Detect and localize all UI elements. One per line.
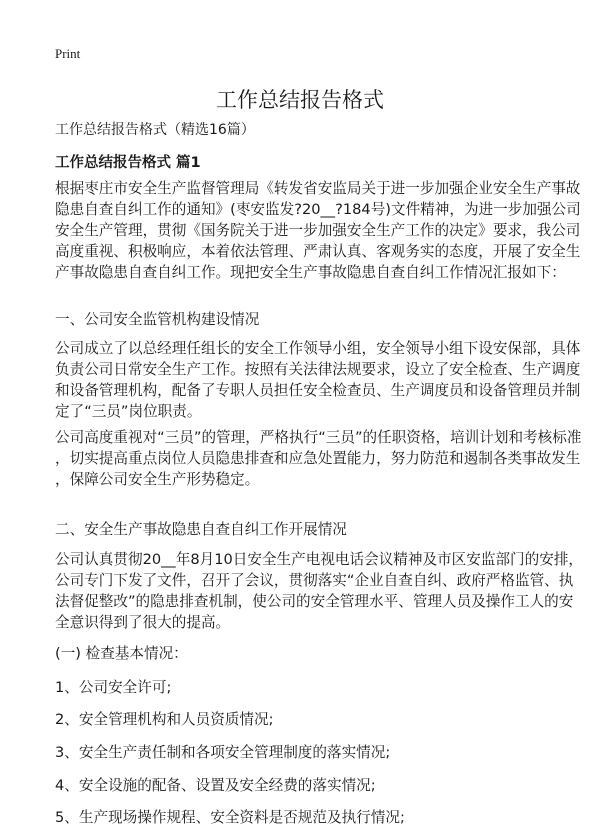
list-item: 1、公司安全许可; xyxy=(55,679,172,696)
paragraph-three-staff: 公司高度重视对“三员”的管理，严格执行“三员”的任职资格，培训计划和考核标准 ，切实提高重点岗位人员隐患排查和应急处置能力，努力防范和遏制各类事故发生 ，保障公司安全生产形势稳定。 xyxy=(55,429,582,488)
paragraph-organization: 公司成立了以总经理任组长的安全工作领导小组，安全领导小组下设安保部，具体 负责公司日常安全生产工作。按照有关法律法规要求，设立了安全检查、生产调度 和设备管理机构，配备了专职人员担任安全检查员、生产调度员和设备管理员并制 定了“三员”岗位职责。 xyxy=(55,340,581,420)
section-heading-2: 二、安全生产事故隐患自查自纠工作开展情况 xyxy=(55,521,347,538)
document-subtitle: 工作总结报告格式（精选16篇） xyxy=(55,122,255,138)
list-item: 3、安全生产责任制和各项安全管理制度的落实情况; xyxy=(55,744,391,761)
paragraph-implementation: 公司认真贯彻20__年8月10日安全生产电视电话会议精神及市区安监部门的安排， 公司专门下发了文件，召开了会议，贯彻落实“企业自查自纠、政府严格监管、执 法督促整改”的隐患排查机制，使公司的安全管理水平、管理人员及操作工人的安 全意识得到了很大的提高。 xyxy=(55,551,584,631)
article-heading: 工作总结报告格式 篇1 xyxy=(55,155,201,171)
subsection-heading: (一) 检查基本情况： xyxy=(55,645,188,662)
list-item: 2、安全管理机构和人员资质情况; xyxy=(55,711,274,728)
print-link[interactable]: Print xyxy=(55,46,81,61)
list-item: 5、生产现场操作规程、安全资料是否规范及执行情况; xyxy=(55,809,405,826)
list-item: 4、安全设施的配备、设置及安全经费的落实情况; xyxy=(55,777,376,794)
section-heading-1: 一、公司安全监管机构建设情况 xyxy=(55,311,260,328)
page-title: 工作总结报告格式 xyxy=(216,88,384,112)
paragraph-intro: 根据枣庄市安全生产监督管理局《转发省安监局关于进一步加强企业安全生产事故 隐患自查自纠工作的通知》(枣安监发?20__?184号)文件精神，为进一步加强公司 安全生产管理，贯彻《国务院关于进一步加强安全生产工作的决定》要求，我公司 高度重视、积极响应，本着依法管理、严肃认真、客观务实的态度，开展了安全生 产事故隐患自查自纠工作。现把安全生产事故隐患自查自纠工作情况汇报如下： xyxy=(55,180,581,281)
